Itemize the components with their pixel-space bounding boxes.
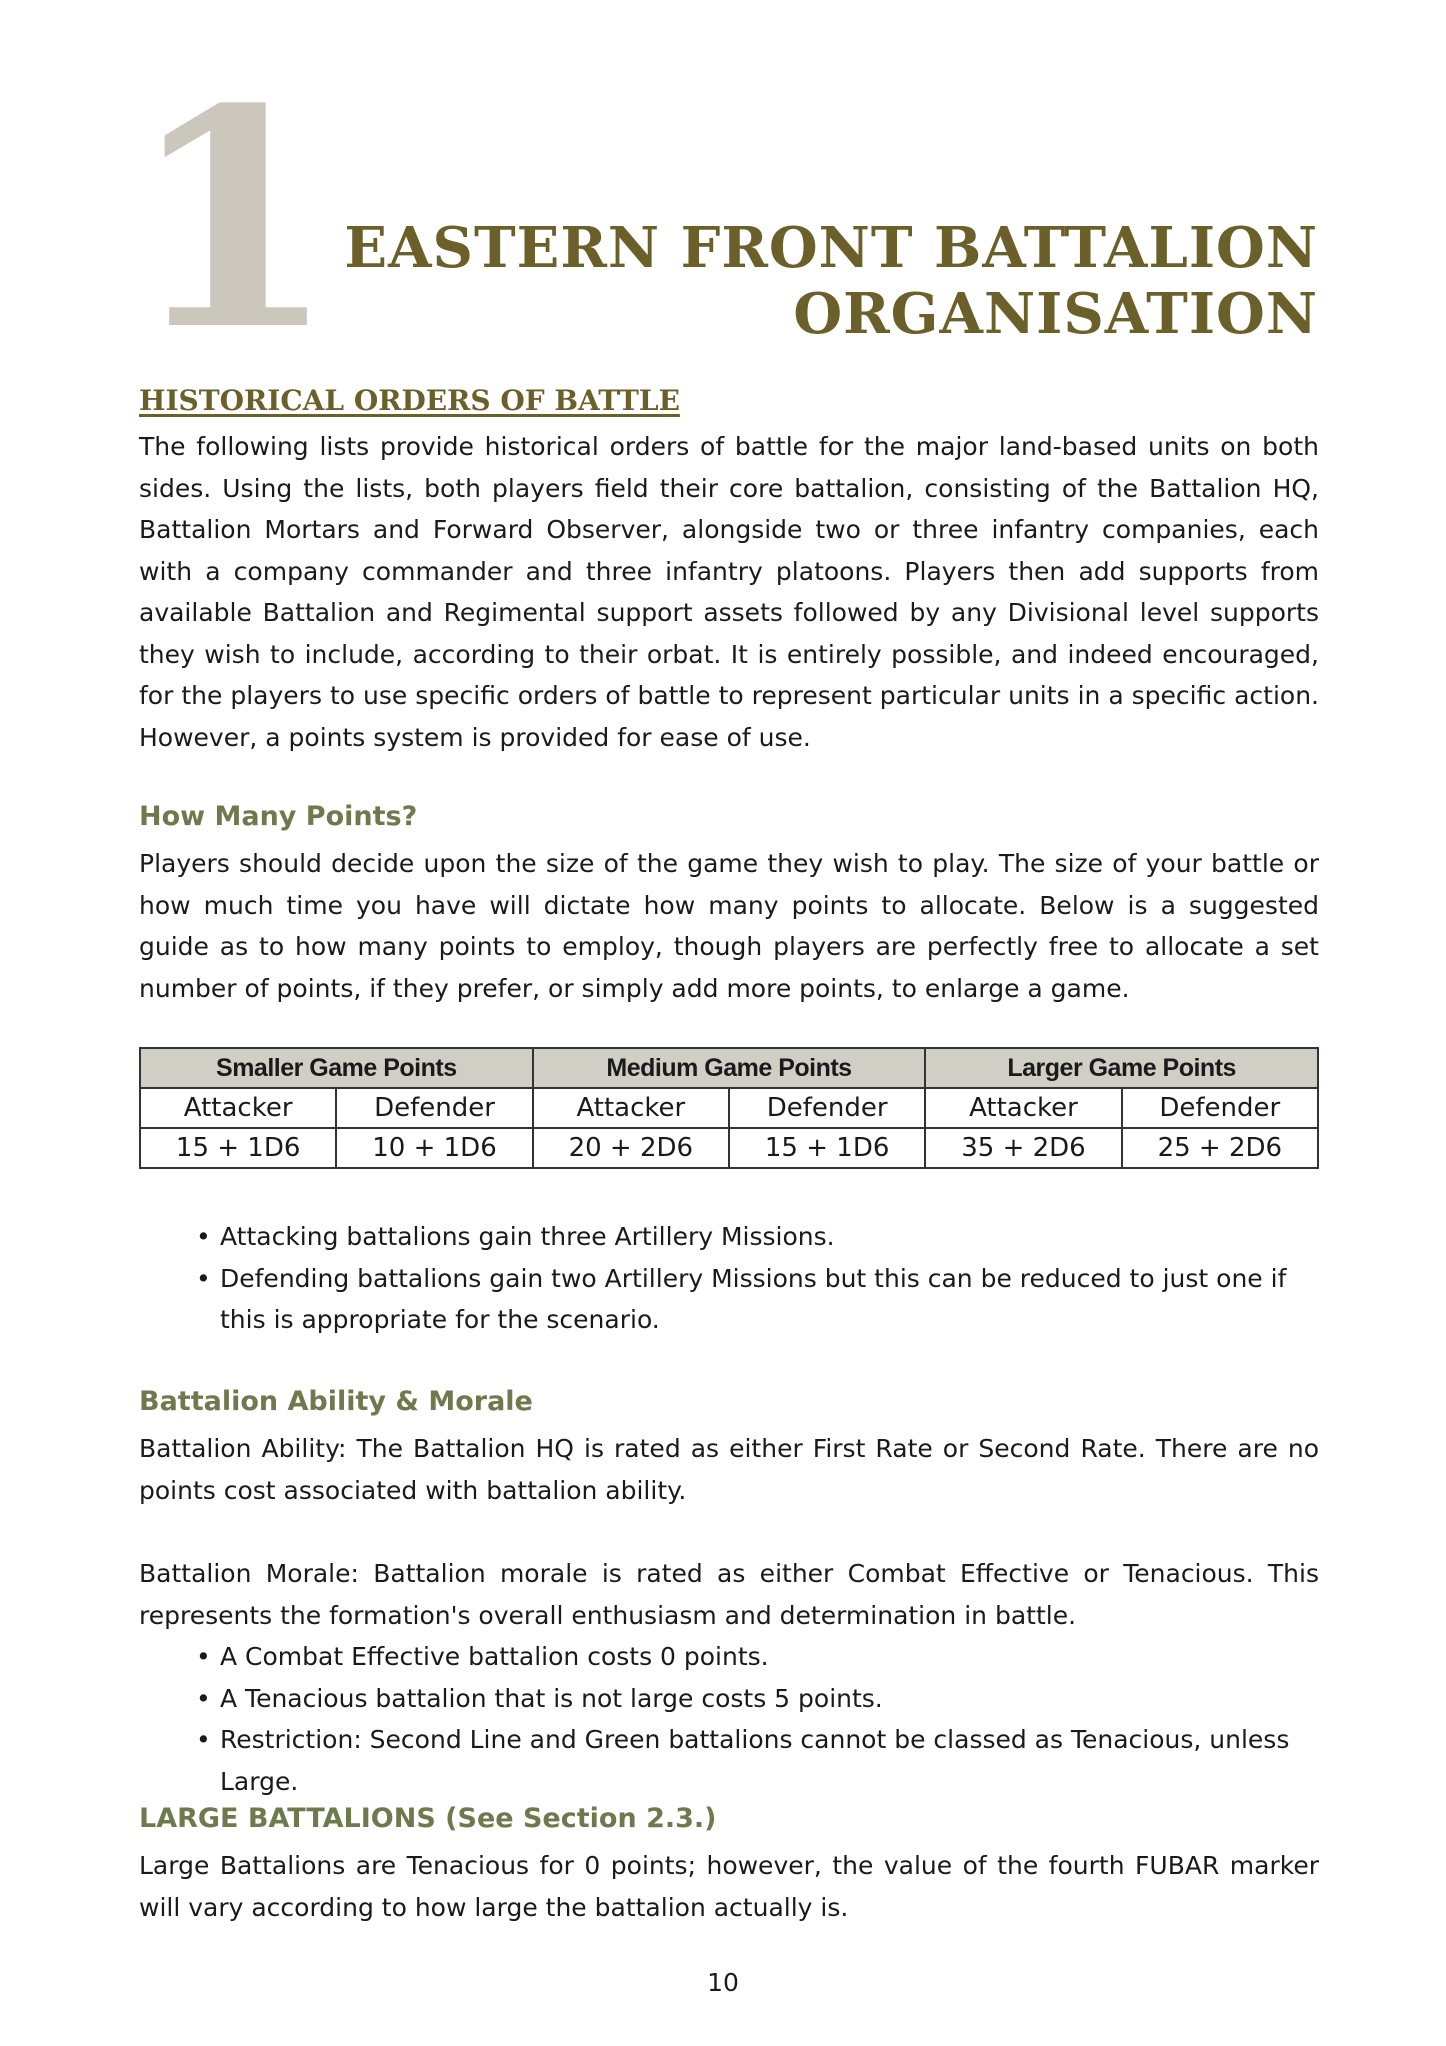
large-battalions-heading: LARGE BATTALIONS (See Section 2.3.) xyxy=(139,1803,717,1834)
role-cell: Attacker xyxy=(925,1088,1121,1128)
table-value-row xyxy=(140,1128,1318,1168)
chapter-number: 1 xyxy=(128,43,337,396)
role-cell: Defender xyxy=(1122,1088,1318,1128)
ability-heading-block xyxy=(139,1386,1319,1417)
points-table-block xyxy=(139,1047,1319,1169)
ability-bullet-list xyxy=(139,1636,1319,1802)
large-battalions-paragraph: Large Battalions are Tenacious for 0 points; however, the value of the fourth FUBAR marker will vary according to how large the battalion actually is. xyxy=(139,1851,1319,1922)
chapter-title-line1: EASTERN FRONT BATTALION xyxy=(344,215,1318,281)
points-text-block xyxy=(139,843,1319,1009)
historical-section xyxy=(139,384,1319,417)
points-table xyxy=(139,1047,1319,1169)
morale-paragraph: Battalion Morale: Battalion morale is rated as either Combat Effective or Tenacious. This represents the formation's overall enthusiasm and determination in battle. xyxy=(139,1559,1319,1630)
points-heading-block xyxy=(139,801,1319,832)
list-item: • A Tenacious battalion that is not large costs 5 points. xyxy=(220,1678,1319,1720)
chapter-title xyxy=(318,215,1318,347)
group-header-medium: Medium Game Points xyxy=(533,1048,926,1088)
list-item: • A Combat Effective battalion costs 0 points. xyxy=(220,1636,1319,1678)
role-cell: Attacker xyxy=(533,1088,729,1128)
group-header-smaller: Smaller Game Points xyxy=(140,1048,533,1088)
value-cell: 15 + 1D6 xyxy=(729,1128,925,1168)
list-item: • Attacking battalions gain three Artillery Missions. xyxy=(220,1216,1319,1258)
list-item: • Defending battalions gain two Artillery Missions but this can be reduced to just one if this is appropriate for the scenario. xyxy=(220,1258,1319,1341)
morale-text-block xyxy=(139,1553,1319,1636)
table-role-row xyxy=(140,1088,1318,1128)
value-cell: 25 + 2D6 xyxy=(1122,1128,1318,1168)
ability-paragraph: Battalion Ability: The Battalion HQ is rated as either First Rate or Second Rate. There are no points cost associated with battalion ability. xyxy=(139,1434,1319,1505)
points-bullets-block xyxy=(139,1216,1319,1341)
points-heading: How Many Points? xyxy=(139,801,418,832)
section-heading: HISTORICAL ORDERS OF BATTLE xyxy=(139,384,680,417)
value-cell: 20 + 2D6 xyxy=(533,1128,729,1168)
value-cell: 10 + 1D6 xyxy=(336,1128,532,1168)
role-cell: Defender xyxy=(336,1088,532,1128)
chapter-title-line2: ORGANISATION xyxy=(793,281,1318,347)
role-cell: Attacker xyxy=(140,1088,336,1128)
intro-paragraph: The following lists provide historical orders of battle for the major land-based units on both sides. Using the lists, both players field their core battalion, consisting of the Battalion HQ, Battalion Mortars and Forward Observer, alongside two or three infantry companies, each with a company commander and three infantry platoons. Players then add supports from available Battalion and Regimental support assets followed by any Divisional level supports they wish to include, according to their orbat. It is entirely possible, and indeed encouraged, for the players to use specific orders of battle to represent particular units in a specific action. However, a points system is provided for ease of use. xyxy=(139,432,1319,752)
points-paragraph: Players should decide upon the size of the game they wish to play. The size of your battle or how much time you have will dictate how many points to allocate. Below is a suggested guide as to how many points to employ, though players are perfectly free to allocate a set number of points, if they prefer, or simply add more points, to enlarge a game. xyxy=(139,849,1319,1003)
group-header-larger: Larger Game Points xyxy=(925,1048,1318,1088)
role-cell: Defender xyxy=(729,1088,925,1128)
ability-text-block xyxy=(139,1428,1319,1511)
value-cell: 15 + 1D6 xyxy=(140,1128,336,1168)
points-bullet-list xyxy=(139,1216,1319,1341)
large-heading-block xyxy=(139,1803,1319,1834)
table-header-row xyxy=(140,1048,1318,1088)
value-cell: 35 + 2D6 xyxy=(925,1128,1121,1168)
list-item: • Restriction: Second Line and Green battalions cannot be classed as Tenacious, unless Large. xyxy=(220,1719,1319,1802)
page-number: 10 xyxy=(707,1968,739,1997)
intro-block xyxy=(139,426,1319,758)
ability-heading: Battalion Ability & Morale xyxy=(139,1386,533,1417)
ability-bullets-block xyxy=(139,1636,1319,1802)
large-text-block xyxy=(139,1845,1319,1928)
